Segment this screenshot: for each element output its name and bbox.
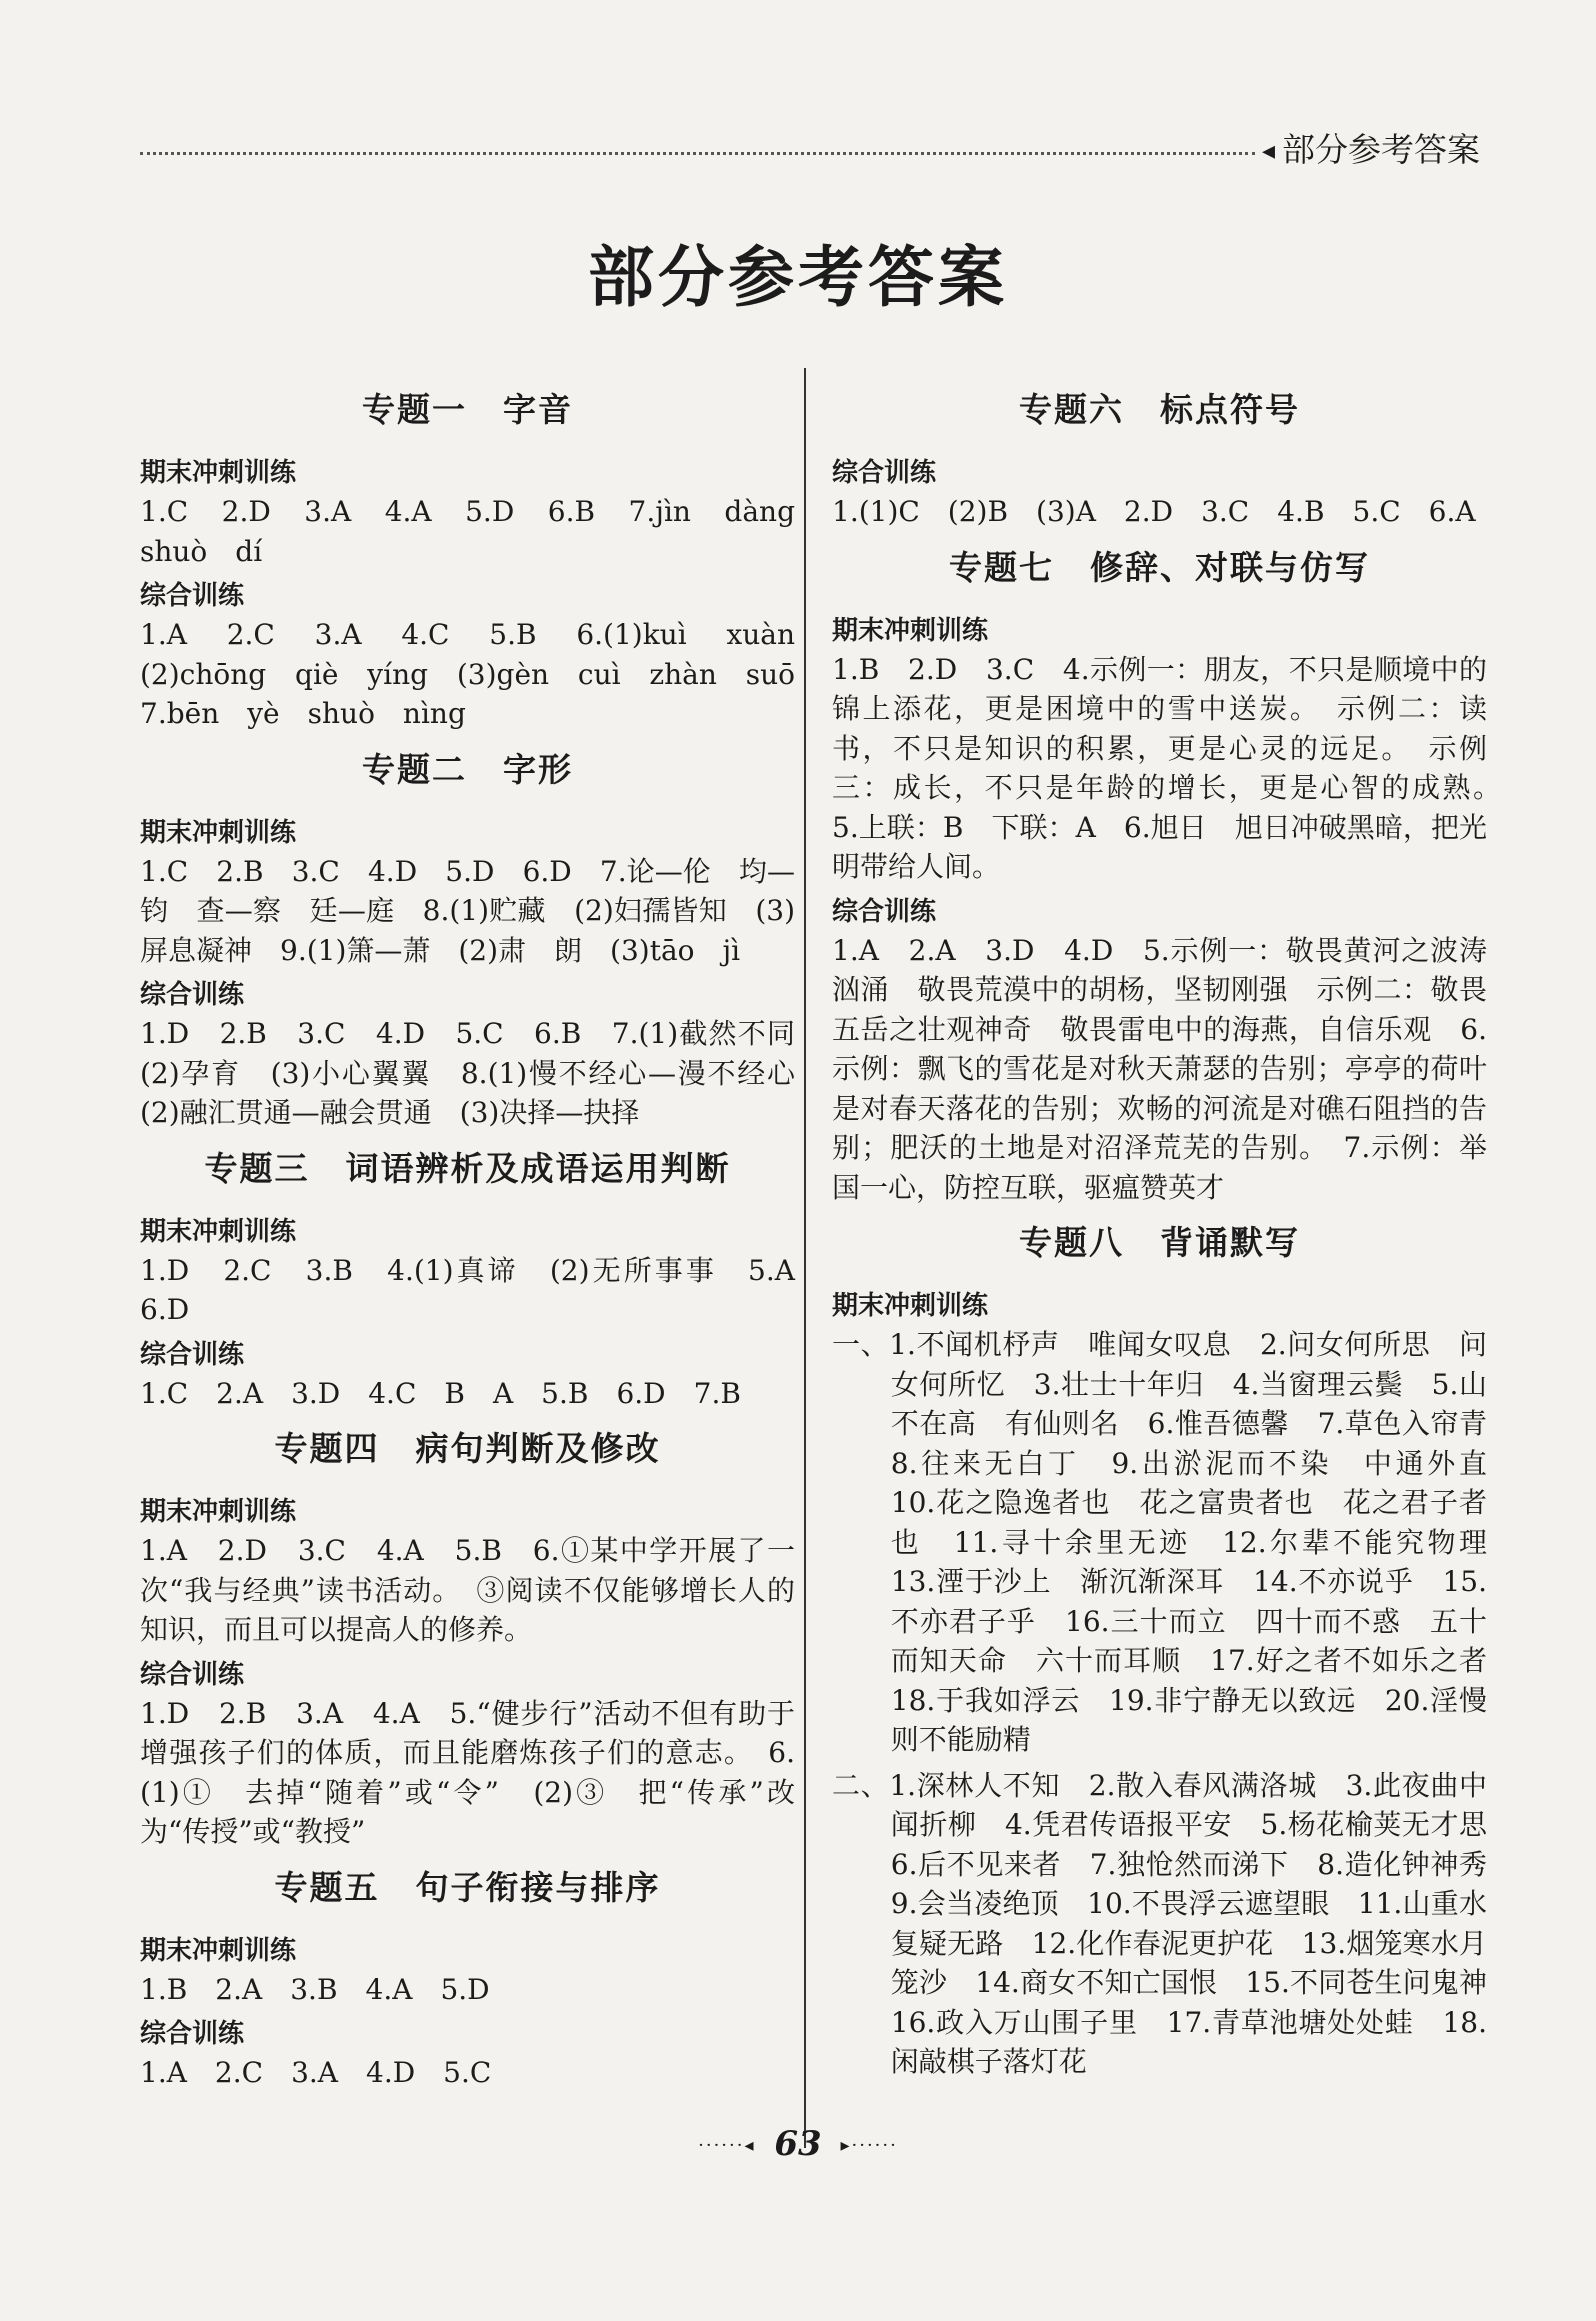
page-footer <box>0 2124 1596 2166</box>
answer-text: 1.D 2.B 3.C 4.D 5.C 6.B 7.(1)截然不同 (2)孕育 (3)小心翼翼 8.(1)慢不经心—漫不经心 (2)融汇贯通—融会贯通 (3)决择—抉择 <box>140 1017 824 1129</box>
topic-heading <box>832 1213 1487 1287</box>
section-title: 期末冲刺训练 <box>140 458 297 488</box>
topic-heading <box>140 380 795 454</box>
section-title: 期末冲刺训练 <box>832 615 989 646</box>
running-header <box>140 126 1480 176</box>
topic-1 <box>140 380 824 734</box>
topic-heading <box>140 1139 795 1213</box>
section-title: 期末冲刺训练 <box>140 1216 297 1247</box>
topic-heading <box>140 1858 795 1932</box>
topic-name: 病句判断及修改 <box>415 1429 661 1468</box>
footer-left-marks: ······◂ <box>698 2135 756 2156</box>
header-dotted-rule <box>140 152 1255 155</box>
topic-number: 专题八 <box>1019 1223 1124 1262</box>
topic-name: 修辞、对联与仿写 <box>1090 547 1370 587</box>
topic-name: 字音 <box>503 390 573 429</box>
topic-number: 专题三 <box>204 1148 310 1188</box>
answer-text: 1.C 2.A 3.D 4.C B A 5.B 6.D 7.B <box>140 1376 741 1410</box>
answer-text: 1.(1)C (2)B (3)A 2.D 3.C 4.B 5.C 6.A <box>832 495 1476 528</box>
topic-number: 专题七 <box>949 547 1054 587</box>
topic-name: 句子衔接与排序 <box>415 1867 661 1907</box>
answer-text: 1.C 2.B 3.C 4.D 5.D 6.D 7.论—伦 均—钧 查—察 廷—庭 8.(1)贮藏 (2)妇孺皆知 (3)屏息凝神 9.(1)箫—萧 (2)肃 朗 (3)tāo jì <box>140 854 795 967</box>
answer-text: 1.A 2.C 3.A 4.C 5.B 6.(1)kuì xuàn (2)chōng qiè yíng (3)gèn cuì zhàn suō 7.bēn yè shuò nìng <box>140 618 824 730</box>
topic-number: 专题六 <box>1019 390 1124 429</box>
topic-name: 标点符号 <box>1160 390 1300 429</box>
topic-6 <box>832 380 1487 532</box>
answer-text: 1.A 2.D 3.C 4.A 5.B 6.①某中学开展了一次“我与经典”读书活动。 ③阅读不仅能够增长人的知识，而且可以提高人的修养。 <box>140 1534 795 1646</box>
topic-name: 词语辨析及成语运用判断 <box>345 1148 731 1188</box>
left-column <box>140 380 824 2099</box>
answer-text-part-1: 一、1.不闻机杼声 唯闻女叹息 2.问女何所思 问女何所忆 3.壮士十年归 4.当窗理云鬓 5.山不在高 有仙则名 6.惟吾德馨 7.草色入帘青 8.往来无白丁 9.出淤泥而不染 中通外直 10.花之隐逸者也 花之富贵者也 花之君子者也 11.寻十余里无迹 12.尔辈不能究物理 13.湮于沙上 渐沉渐深耳 14.不亦说乎 15.不亦君子乎 16.三十而立 四十而不惑 五十而知天命 六十而耳顺 17.好之者不如乐之者 18.于我如浮云 19.非宁静无以致远 20.淫慢则不能励精 <box>832 1328 1516 1756</box>
topic-8 <box>832 1213 1516 2082</box>
answer-text: 1.B 2.D 3.C 4.示例一：朋友，不只是顺境中的锦上添花，更是困境中的雪中送炭。 示例二：读书，不只是知识的积累，更是心灵的远足。 示例三：成长，不只是年龄的增长，更是心智的成熟。 5.上联：B 下联：A 6.旭日 旭日冲破黑暗，把光明带给人间。 <box>832 652 1516 883</box>
topic-3 <box>140 1139 824 1414</box>
topic-name: 背诵默写 <box>1160 1223 1300 1262</box>
topic-heading <box>140 1419 795 1493</box>
section-title: 期末冲刺训练 <box>140 817 297 848</box>
section-title: 综合训练 <box>140 1659 245 1690</box>
section-title: 综合训练 <box>140 1339 245 1370</box>
topic-heading <box>140 740 795 814</box>
topic-number: 专题四 <box>274 1429 380 1468</box>
section-title: 综合训练 <box>140 581 245 611</box>
topic-5 <box>140 1858 795 2093</box>
answer-text: 1.A 2.C 3.A 4.D 5.C <box>140 2056 492 2089</box>
answer-text: 1.D 2.B 3.A 4.A 5.“健步行”活动不但有助于增强孩子们的体质，而且能磨炼孩子们的意志。 6.(1)① 去掉“随着”或“令” (2)③ 把“传承”改为“传授”或“教授” <box>140 1696 795 1848</box>
topic-heading <box>832 538 1487 612</box>
answer-text: 1.A 2.A 3.D 4.D 5.示例一：敬畏黄河之波涛汹涌 敬畏荒漠中的胡杨，坚韧刚强 示例二：敬畏五岳之壮观神奇 敬畏雷电中的海燕，自信乐观 6.示例：飘飞的雪花是对秋天萧瑟的告别；亭亭的荷叶是对春天落花的告别；欢畅的河流是对礁石阻挡的告别；肥沃的土地是对沼泽荒芜的告别。 7.示例：举国一心，防控互联，驱瘟赞英才 <box>832 933 1487 1204</box>
section-title: 综合训练 <box>140 2019 245 2049</box>
topic-4 <box>140 1419 795 1852</box>
answer-text: 1.C 2.D 3.A 4.A 5.D 6.B 7.jìn dàng shuò dí <box>140 495 824 568</box>
header-arrow-icon: ◂ <box>1261 136 1275 166</box>
answer-text: 1.D 2.C 3.B 4.(1)真谛 (2)无所事事 5.A 6.D <box>140 1253 824 1326</box>
answer-text-part-2: 二、1.深林人不知 2.散入春风满洛城 3.此夜曲中闻折柳 4.凭君传语报平安 5.杨花榆荚无才思 6.后不见来者 7.独怆然而涕下 8.造化钟神秀 9.会当凌绝顶 10.不畏浮云遮望眼 11.山重水复疑无路 12.化作春泥更护花 13.烟笼寒水月笼沙 14.商女不知亡国恨 15.不同苍生问鬼神 16.政入万山围子里 17.青草池塘处处蛙 18.闲敲棋子落灯花 <box>832 1768 1516 2078</box>
section-title: 综合训练 <box>832 458 937 488</box>
answer-text: 1.B 2.A 3.B 4.A 5.D <box>140 1972 490 2006</box>
topic-2 <box>140 740 824 1133</box>
section-title: 综合训练 <box>832 896 937 927</box>
topic-number: 专题一 <box>362 390 467 429</box>
section-title: 期末冲刺训练 <box>832 1291 989 1321</box>
right-column <box>832 380 1516 2088</box>
section-title: 综合训练 <box>140 980 245 1010</box>
running-title: 部分参考答案 <box>1282 130 1480 169</box>
section-title: 期末冲刺训练 <box>140 1935 297 1966</box>
topic-heading <box>832 380 1487 454</box>
page-title: 部分参考答案 <box>588 238 1008 316</box>
topic-7 <box>832 538 1516 1208</box>
topic-number: 专题五 <box>274 1867 380 1907</box>
topic-number: 专题二 <box>362 749 467 789</box>
section-title: 期末冲刺训练 <box>140 1497 297 1527</box>
footer-right-marks: ▸······ <box>840 2135 898 2156</box>
page-number: 63 <box>774 2124 822 2164</box>
topic-name: 字形 <box>503 749 573 789</box>
